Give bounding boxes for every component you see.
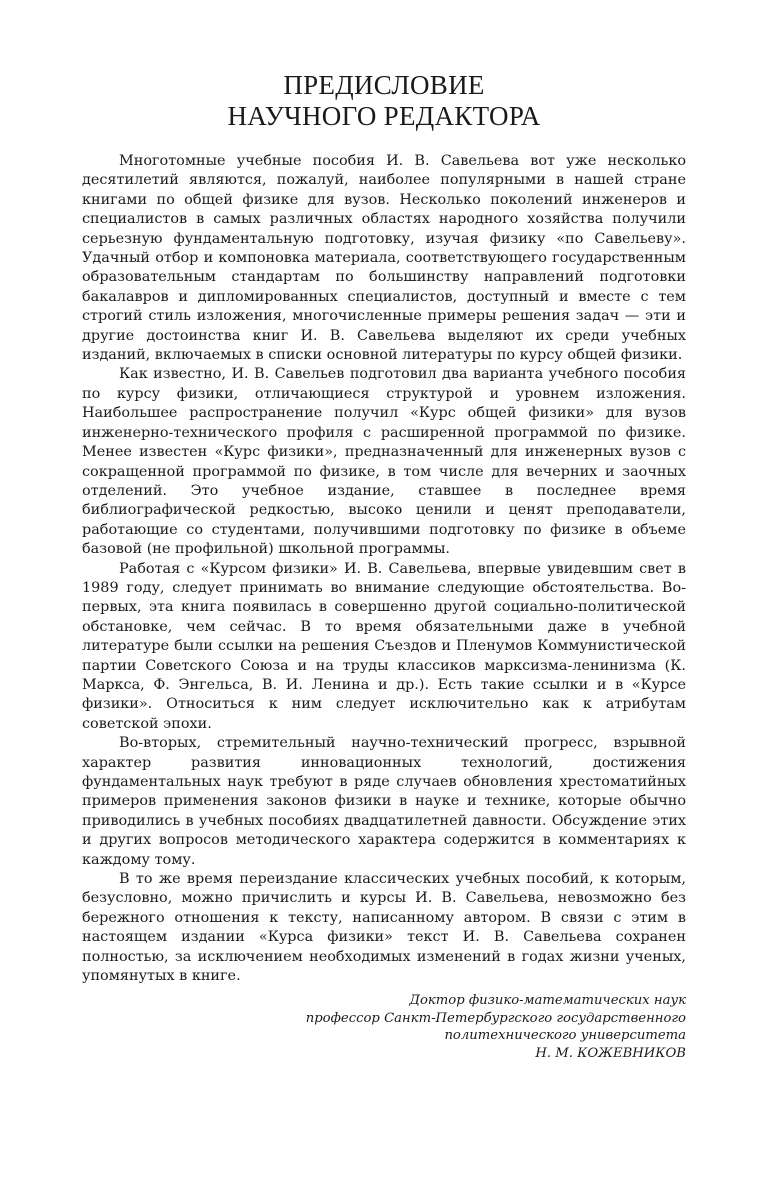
paragraph: Во-вторых, стремительный научно-технический прогресс, взрывной характер развития инновационных технологий, достижения фундаментальных наук требуют в ряде случаев обновления хрестоматийных примеров применения законов физики в науке и технике, которые обычно приводились в учебных пособиях двадцатилетней давности. Обсуждение этих и других вопросов методического характера содержится в комментариях к каждому тому. — [82, 735, 686, 868]
page-title — [82, 70, 686, 132]
preface-body — [82, 152, 686, 986]
signature-degree: Доктор физико-математических наук — [409, 993, 686, 1009]
document-page — [82, 70, 686, 1062]
signature-position-line-2: политехнического университета — [444, 1028, 686, 1044]
title-line-1: ПРЕДИСЛОВИЕ — [283, 70, 485, 100]
title-line-2: НАУЧНОГО РЕДАКТОРА — [227, 101, 541, 131]
editor-signature — [82, 992, 686, 1062]
paragraph: Многотомные учебные пособия И. В. Савельева вот уже несколько десятилетий являются, пожалуй, наиболее популярными в нашей стране книгами по общей физике для вузов. Несколько поколений инженеров и специалистов в самых различных областях народного хозяйства получили серьезную фундаментальную подготовку, изучая физику «по Савельеву». Удачный отбор и компоновка материала, соответствующего государственным образовательным стандартам по большинству направлений подготовки бакалавров и дипломированных специалистов, доступный и вместе с тем строгий стиль изложения, многочисленные примеры решения задач — эти и другие достоинства книг И. В. Савельева выделяют их среди учебных изданий, включаемых в списки основной литературы по курсу общей физики. — [82, 153, 686, 364]
paragraph: Работая с «Курсом физики» И. В. Савельева, впервые увидевшим свет в 1989 году, следует принимать во внимание следующие обстоятельства. Во-первых, эта книга появилась в совершенно другой социально-политической обстановке, чем сейчас. В то время обязательными даже в учебной литературе были ссылки на решения Съездов и Пленумов Коммунистической партии Советского Союза и на труды классиков марксизма-ленинизма (К. Маркса, Ф. Энгельса, В. И. Ленина и др.). Есть такие ссылки и в «Курсе физики». Относиться к ним следует исключительно как к атрибутам советской эпохи. — [82, 560, 686, 732]
paragraph: Как известно, И. В. Савельев подготовил два варианта учебного пособия по курсу физики, отличающиеся структурой и уровнем изложения. Наибольшее распространение получил «Курс общей физики» для вузов инженерно-технического профиля с расширенной программой по физике. Менее известен «Курс физики», предназначенный для инженерных вузов с сокращенной программой по физике, в том числе для вечерних и заочных отделений. Это учебное издание, ставшее в последнее время библиографической редкостью, высоко ценили и ценят преподаватели, работающие со студентами, получившими подготовку по физике в объеме базовой (не профильной) школьной программы. — [82, 366, 686, 558]
signature-position-line-1: профессор Санкт-Петербургского государственного — [305, 1010, 686, 1026]
paragraph: В то же время переиздание классических учебных пособий, к которым, безусловно, можно причислить и курсы И. В. Савельева, невозможно без бережного отношения к тексту, написанному автором. В связи с этим в настоящем издании «Курса физики» текст И. В. Савельева сохранен полностью, за исключением необходимых изменений в годах жизни ученых, упомянутых в книге. — [82, 871, 686, 985]
signature-name: Н. М. КОЖЕВНИКОВ — [535, 1045, 686, 1061]
